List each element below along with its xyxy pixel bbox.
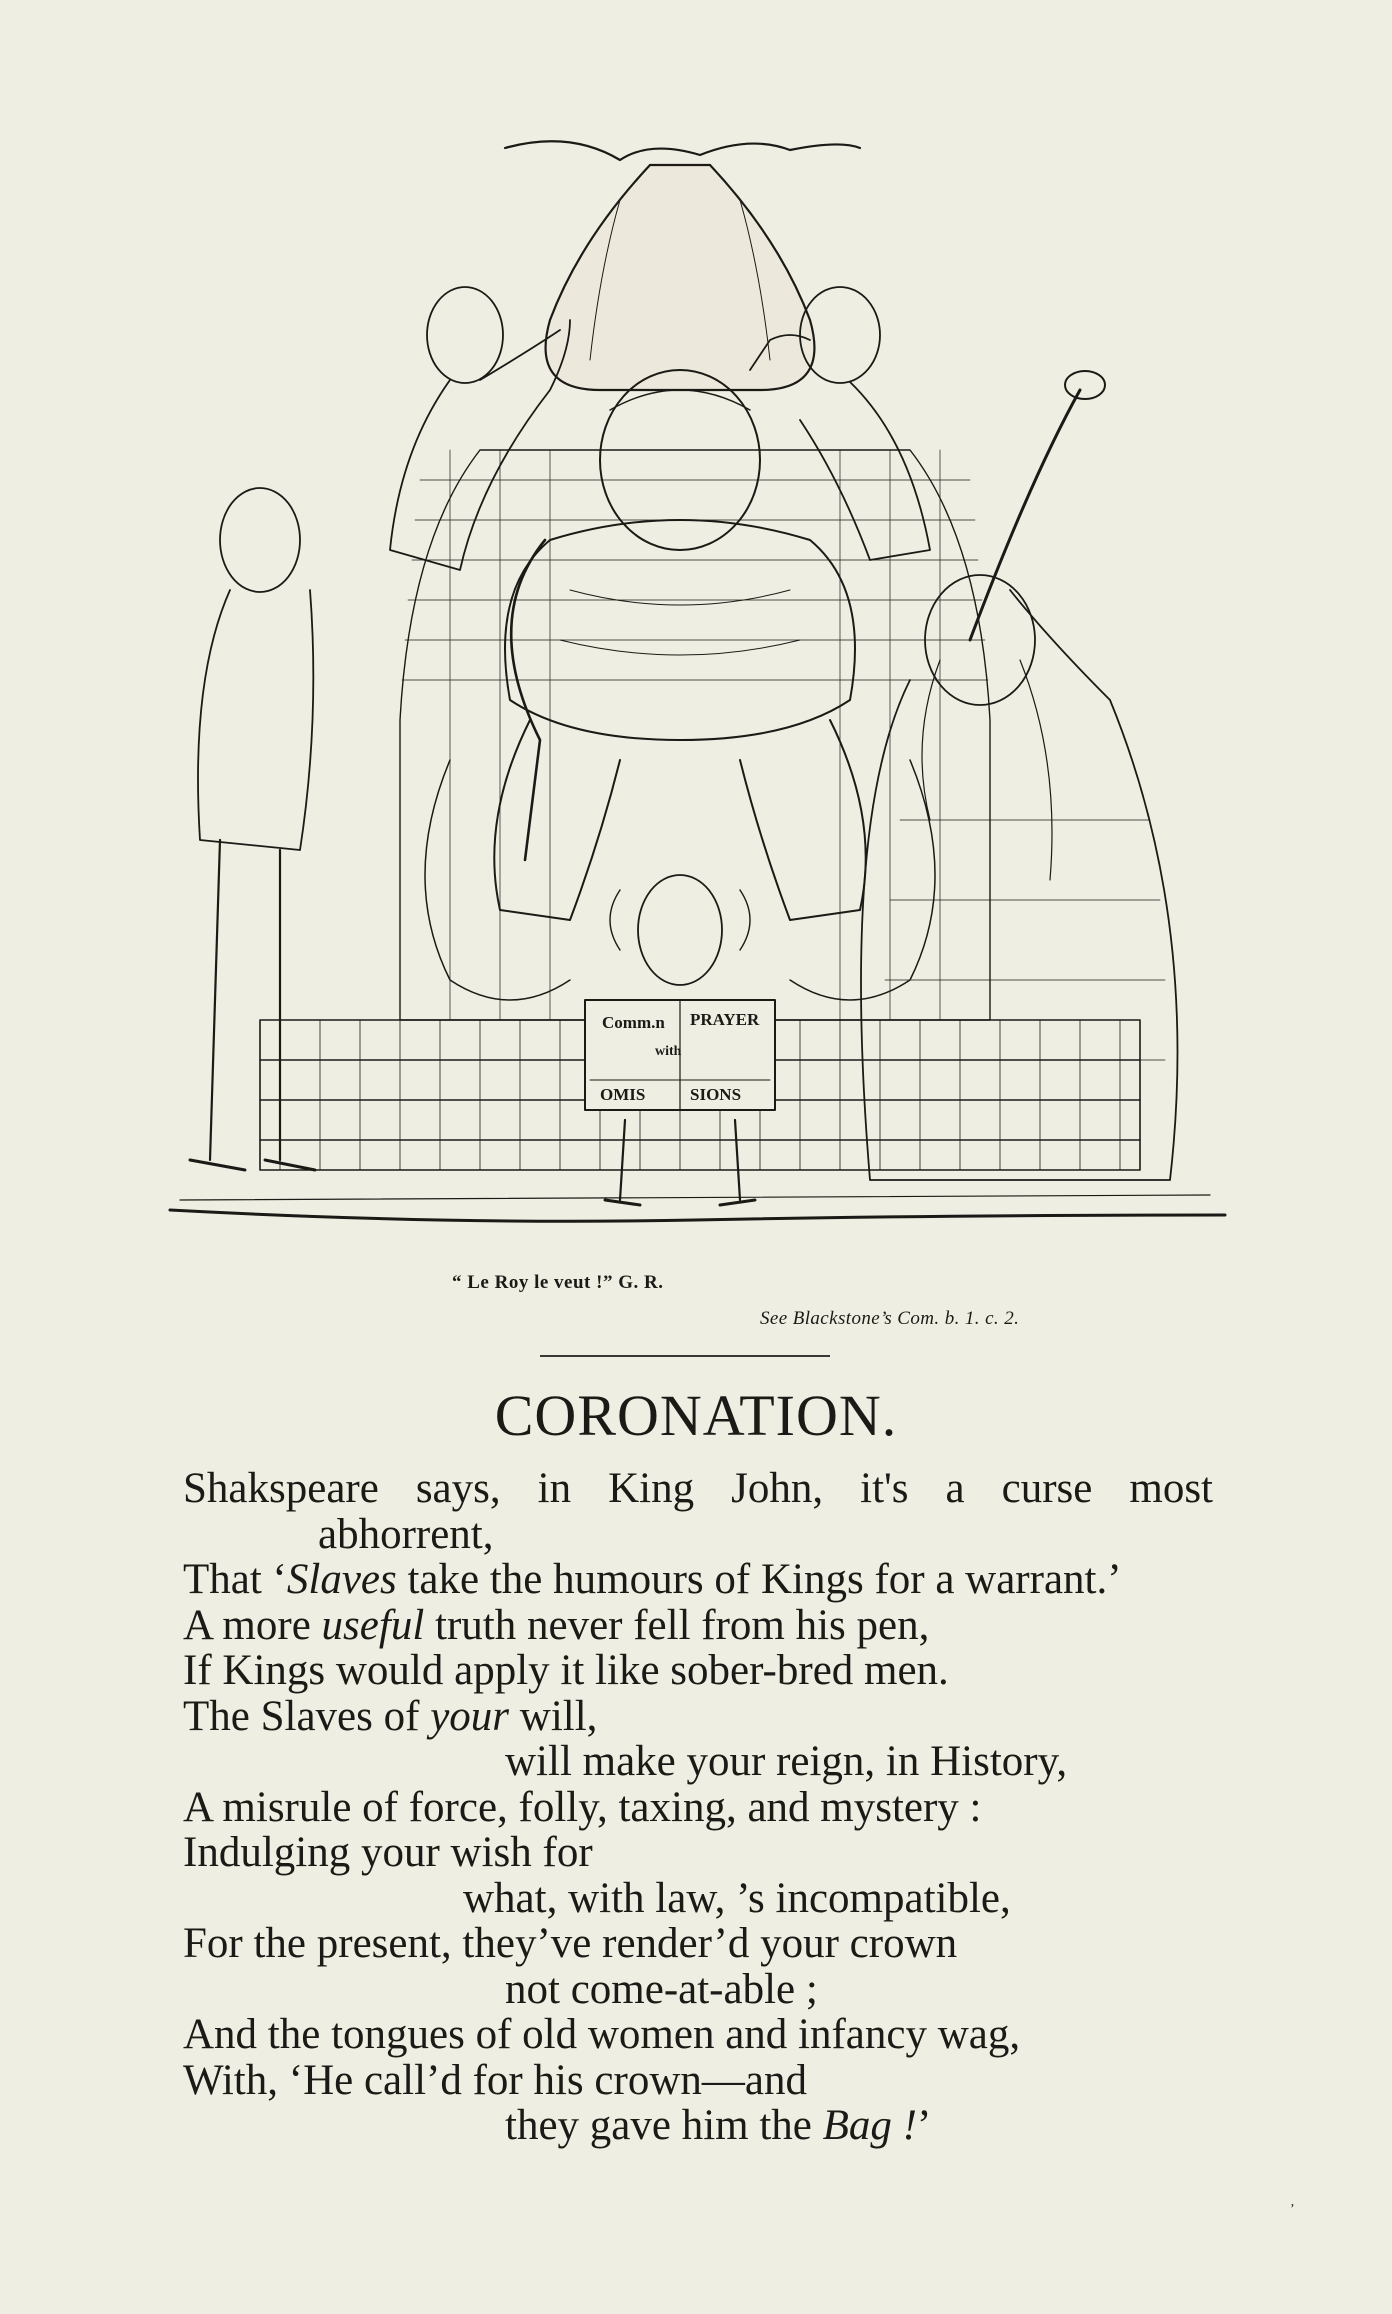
floor xyxy=(170,1210,1225,1221)
throne-back xyxy=(400,450,990,1020)
italic-word: useful xyxy=(321,1601,425,1649)
poem-line xyxy=(183,2103,1213,2149)
poem xyxy=(183,1466,1213,2149)
poem-line xyxy=(183,2058,1213,2104)
poem-line xyxy=(183,1785,1213,1831)
figure-right xyxy=(861,575,1178,1180)
poem-line xyxy=(183,1466,1213,1512)
poem-line xyxy=(183,1557,1213,1603)
placard-text-2: PRAYER xyxy=(690,1010,760,1029)
line-text: will, xyxy=(509,1692,598,1740)
poem-line xyxy=(183,1512,1213,1558)
line-text: If Kings would apply it like sober-bred men. xyxy=(183,1647,949,1694)
bag xyxy=(505,141,860,390)
poem-line xyxy=(183,1648,1213,1694)
caption-quote: “ Le Roy le veut !” G. R. xyxy=(452,1272,664,1293)
poem-line xyxy=(183,1694,1213,1740)
line-text: take the humours of Kings for a warrant.’ xyxy=(396,1556,1122,1603)
poem-line xyxy=(183,1967,1213,2013)
line-text: For the present, they’ve render’d your crown xyxy=(183,1920,958,1967)
line-text: not come-at-able ; xyxy=(505,1965,818,2013)
poem-line xyxy=(183,2012,1213,2058)
poem-line xyxy=(183,1876,1213,1922)
line-text: And the tongues of old women and infancy wag, xyxy=(183,2011,1021,2058)
caption-reference: See Blackstone’s Com. b. 1. c. 2. xyxy=(760,1308,1020,1329)
line-text: ’ xyxy=(916,2102,932,2149)
page-title: CORONATION. xyxy=(494,1383,898,1448)
coronation-illustration xyxy=(150,120,1240,1270)
line-text: will make your reign, in History, xyxy=(505,1738,1068,1785)
poem-line xyxy=(183,1921,1213,1967)
divider-rule xyxy=(540,1355,830,1357)
line-text: abhorrent, xyxy=(318,1510,494,1558)
line-text: That ‘ xyxy=(183,1556,287,1603)
line-text: With, ‘He call’d for his crown—and xyxy=(183,2056,807,2104)
line-text: A misrule of force, folly, taxing, and mystery : xyxy=(183,1783,982,1831)
poem-line xyxy=(183,1830,1213,1876)
italic-word: Bag ! xyxy=(822,2102,917,2149)
line-text: what, with law, ’s incompatible, xyxy=(463,1874,1011,1922)
italic-word: your xyxy=(430,1692,510,1740)
page-mark: ʼ xyxy=(1290,2202,1295,2217)
line-text: Indulging your wish for xyxy=(183,1829,593,1876)
line-text: A more xyxy=(183,1601,322,1649)
line-text: truth never fell from his pen, xyxy=(424,1601,930,1649)
italic-word: Slaves xyxy=(286,1556,397,1603)
placard-text-1: Comm.n xyxy=(602,1013,665,1032)
placard-text-4: OMIS xyxy=(600,1085,646,1104)
poem-line xyxy=(183,1739,1213,1785)
placard-text-5: SIONS xyxy=(690,1085,742,1104)
placard-text-3: with xyxy=(655,1044,682,1059)
figure-left xyxy=(190,488,315,1170)
line-text: The Slaves of xyxy=(183,1692,431,1740)
line-text: Shakspeare says, in King John, it's a curse most xyxy=(183,1465,1213,1512)
line-text: they gave him the xyxy=(505,2102,823,2149)
poem-line xyxy=(183,1603,1213,1649)
figure-upper-left xyxy=(390,287,570,570)
